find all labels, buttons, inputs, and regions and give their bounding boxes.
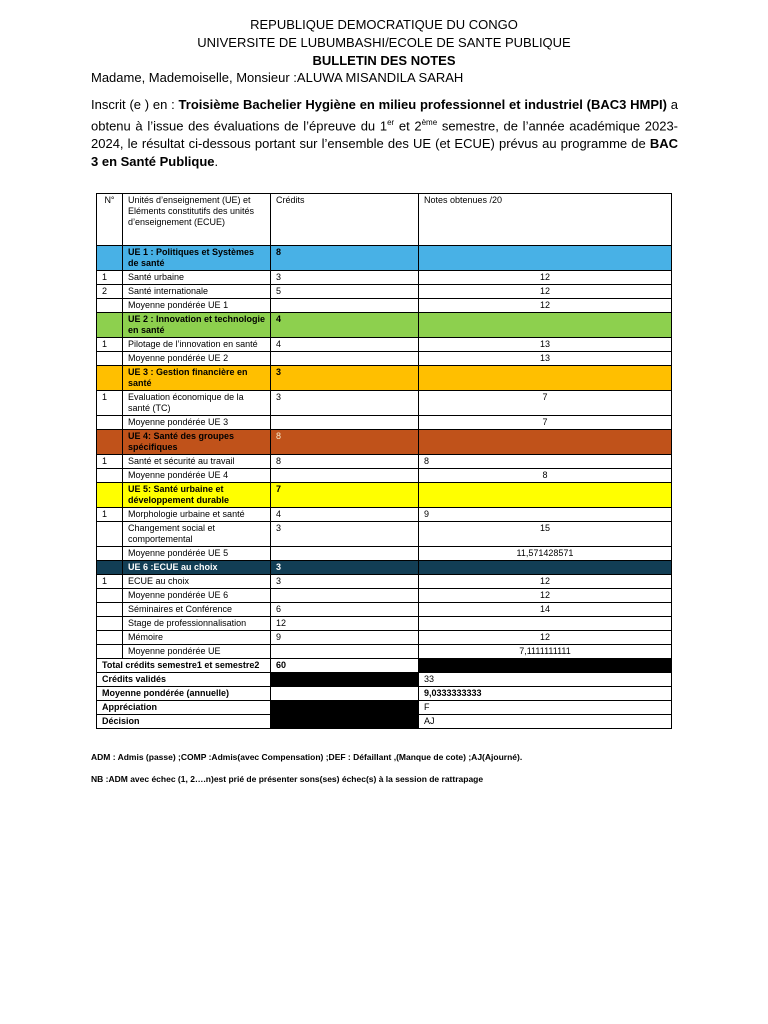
row-credits: 8 bbox=[271, 455, 419, 469]
row-note: 12 bbox=[419, 271, 672, 285]
row-note: 14 bbox=[419, 603, 672, 617]
intro-text: a obtenu à l’issue des évaluations de l’épreuve du 1 bbox=[91, 97, 678, 134]
superscript: ème bbox=[421, 118, 438, 127]
row-name: Santé et sécurité au travail bbox=[123, 455, 271, 469]
redacted-cell bbox=[271, 701, 419, 715]
table-row bbox=[97, 285, 672, 299]
row-credits: 4 bbox=[271, 508, 419, 522]
ue-row bbox=[97, 561, 672, 575]
ue-credits: 3 bbox=[271, 366, 419, 391]
table-header-row bbox=[97, 194, 672, 246]
row-note: 12 bbox=[419, 575, 672, 589]
row-note: 12 bbox=[419, 285, 672, 299]
validated-label: Crédits validés bbox=[97, 673, 271, 687]
row-credits: 3 bbox=[271, 271, 419, 285]
average-row bbox=[97, 547, 672, 561]
header-credits: Crédits bbox=[271, 194, 419, 246]
row-num: 1 bbox=[97, 338, 123, 352]
row-name: Moyenne pondérée UE 4 bbox=[123, 469, 271, 483]
average-row bbox=[97, 589, 672, 603]
redacted-cell bbox=[419, 659, 672, 673]
ue-credits: 8 bbox=[271, 430, 419, 455]
intro-text: . bbox=[214, 154, 219, 170]
annual-average-value: 9,0333333333 bbox=[419, 687, 672, 701]
intro-text: et 2 bbox=[394, 118, 422, 134]
row-note: 9 bbox=[419, 508, 672, 522]
row-note: 11,571428571 bbox=[419, 547, 672, 561]
row-credits: 9 bbox=[271, 631, 419, 645]
row-credits: 4 bbox=[271, 338, 419, 352]
total-label: Total crédits semestre1 et semestre2 bbox=[97, 659, 271, 673]
appreciation-row bbox=[97, 701, 672, 715]
ue-label: UE 3 : Gestion financière en santé bbox=[123, 366, 271, 391]
row-num: 1 bbox=[97, 508, 123, 522]
empty-cell bbox=[271, 687, 419, 701]
row-note: 7 bbox=[419, 391, 672, 416]
legend-line: ADM : Admis (passe) ;COMP :Admis(avec Compensation) ;DEF : Défaillant ,(Manque de cote) ;AJ(Ajourné). bbox=[91, 752, 523, 762]
decision-label: Décision bbox=[97, 715, 271, 729]
intro-paragraph bbox=[91, 96, 678, 171]
ue-label: UE 4: Santé des groupes spécifiques bbox=[123, 430, 271, 455]
addressee: Madame, Mademoiselle, Monsieur :ALUWA MISANDILA SARAH bbox=[91, 70, 464, 85]
ue-row bbox=[97, 313, 672, 338]
total-credits-row bbox=[97, 659, 672, 673]
decision-row bbox=[97, 715, 672, 729]
ue-label: UE 1 : Politiques et Systèmes de santé bbox=[123, 246, 271, 271]
ue-row bbox=[97, 483, 672, 508]
row-credits: 3 bbox=[271, 391, 419, 416]
ue-row bbox=[97, 246, 672, 271]
row-name: Pilotage de l’innovation en santé bbox=[123, 338, 271, 352]
row-name: Moyenne pondérée UE 5 bbox=[123, 547, 271, 561]
row-name: ECUE au choix bbox=[123, 575, 271, 589]
annual-average-label: Moyenne pondérée (annuelle) bbox=[97, 687, 271, 701]
table-row bbox=[97, 338, 672, 352]
note-line: NB :ADM avec échec (1, 2….n)est prié de présenter sons(ses) échec(s) à la session de rattrapage bbox=[91, 774, 484, 784]
validated-credits-row bbox=[97, 673, 672, 687]
row-name: Moyenne pondérée UE 3 bbox=[123, 416, 271, 430]
row-note: 15 bbox=[419, 522, 672, 547]
table-row bbox=[97, 631, 672, 645]
header-ue: Unités d’enseignement (UE) et Eléments constitutifs des unités d’enseignement (ECUE) bbox=[123, 194, 271, 246]
country-heading: REPUBLIQUE DEMOCRATIQUE DU CONGO bbox=[250, 17, 518, 32]
header-num: N° bbox=[97, 194, 123, 246]
redacted-cell bbox=[271, 673, 419, 687]
table-row bbox=[97, 508, 672, 522]
row-note: 12 bbox=[419, 631, 672, 645]
row-name: Séminaires et Conférence bbox=[123, 603, 271, 617]
ue-label: UE 6 :ECUE au choix bbox=[123, 561, 271, 575]
average-row bbox=[97, 299, 672, 313]
superscript: er bbox=[387, 118, 395, 127]
ue-row bbox=[97, 366, 672, 391]
table-row bbox=[97, 455, 672, 469]
intro-text: semestre, de l’année académique 2023-2024, le résultat ci-dessous portant sur l’ensemble des UE (et ECUE) prévus au programme de bbox=[91, 118, 679, 152]
intro-text: Inscrit (e ) en : bbox=[91, 97, 179, 112]
row-credits: 3 bbox=[271, 522, 419, 547]
row-name: Evaluation économique de la santé (TC) bbox=[123, 391, 271, 416]
row-name: Moyenne pondérée UE 1 bbox=[123, 299, 271, 313]
row-name: Moyenne pondérée UE bbox=[123, 645, 271, 659]
annual-average-row bbox=[97, 687, 672, 701]
table-row bbox=[97, 603, 672, 617]
row-note: 7 bbox=[419, 416, 672, 430]
validated-value: 33 bbox=[419, 673, 672, 687]
row-credits: 3 bbox=[271, 575, 419, 589]
row-note: 8 bbox=[419, 469, 672, 483]
row-num: 1 bbox=[97, 575, 123, 589]
ue-credits: 7 bbox=[271, 483, 419, 508]
average-row bbox=[97, 352, 672, 366]
average-row bbox=[97, 469, 672, 483]
degree-name: BAC 3 en Santé Publique bbox=[91, 136, 678, 170]
ue-credits: 4 bbox=[271, 313, 419, 338]
row-num: 1 bbox=[97, 455, 123, 469]
total-credits: 60 bbox=[271, 659, 419, 673]
row-name: Stage de professionnalisation bbox=[123, 617, 271, 631]
row-credits: 6 bbox=[271, 603, 419, 617]
appreciation-value: F bbox=[419, 701, 672, 715]
row-name: Mémoire bbox=[123, 631, 271, 645]
program-name: Troisième Bachelier Hygiène en milieu professionnel et industriel (BAC3 HMPI) bbox=[178, 97, 667, 112]
ue-label: UE 5: Santé urbaine et développement durable bbox=[123, 483, 271, 508]
average-row bbox=[97, 416, 672, 430]
redacted-cell bbox=[271, 715, 419, 729]
table-row bbox=[97, 271, 672, 285]
table-row bbox=[97, 522, 672, 547]
document-title: BULLETIN DES NOTES bbox=[312, 53, 456, 68]
row-note: 12 bbox=[419, 299, 672, 313]
ue-credits: 8 bbox=[271, 246, 419, 271]
table-row bbox=[97, 617, 672, 631]
row-note: 12 bbox=[419, 589, 672, 603]
grades-table bbox=[96, 193, 672, 729]
row-note: 13 bbox=[419, 352, 672, 366]
row-num: 1 bbox=[97, 391, 123, 416]
row-name: Santé internationale bbox=[123, 285, 271, 299]
ue-row bbox=[97, 430, 672, 455]
row-credits: 5 bbox=[271, 285, 419, 299]
university-heading: UNIVERSITE DE LUBUMBASHI/ECOLE DE SANTE PUBLIQUE bbox=[197, 35, 571, 50]
average-row bbox=[97, 645, 672, 659]
table-row bbox=[97, 391, 672, 416]
row-num: 2 bbox=[97, 285, 123, 299]
row-note: 7,1111111111 bbox=[419, 645, 672, 659]
row-note: 13 bbox=[419, 338, 672, 352]
ue-credits: 3 bbox=[271, 561, 419, 575]
row-name: Changement social et comportemental bbox=[123, 522, 271, 547]
row-credits: 12 bbox=[271, 617, 419, 631]
row-name: Morphologie urbaine et santé bbox=[123, 508, 271, 522]
row-num: 1 bbox=[97, 271, 123, 285]
table-row bbox=[97, 575, 672, 589]
row-name: Moyenne pondérée UE 2 bbox=[123, 352, 271, 366]
row-name: Santé urbaine bbox=[123, 271, 271, 285]
appreciation-label: Appréciation bbox=[97, 701, 271, 715]
decision-value: AJ bbox=[419, 715, 672, 729]
row-note bbox=[419, 617, 672, 631]
ue-label: UE 2 : Innovation et technologie en santé bbox=[123, 313, 271, 338]
header-notes: Notes obtenues /20 bbox=[419, 194, 672, 246]
row-name: Moyenne pondérée UE 6 bbox=[123, 589, 271, 603]
row-note: 8 bbox=[419, 455, 672, 469]
